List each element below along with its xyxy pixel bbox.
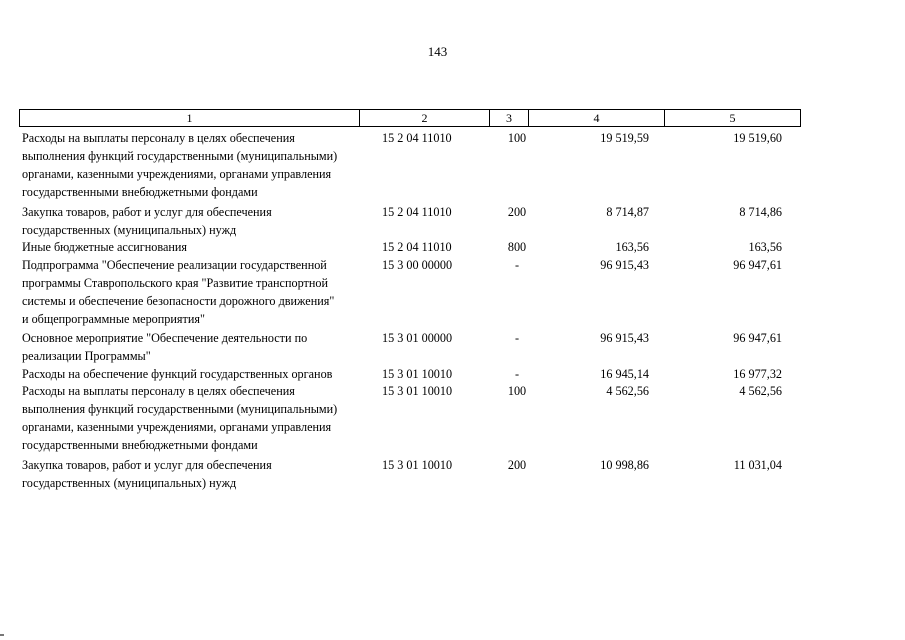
table-row <box>22 256 792 328</box>
table-row <box>22 129 792 201</box>
row-code: 15 2 04 11010 <box>382 204 452 219</box>
row-expense-type: - <box>514 331 520 345</box>
page-number: 143 <box>427 44 448 59</box>
row-expense-type: 100 <box>507 384 527 398</box>
row-code: 15 3 01 10010 <box>382 366 453 381</box>
table-row <box>22 203 792 239</box>
row-expense-type: 200 <box>507 204 527 219</box>
row-value-col4: 8 714,87 <box>606 204 649 219</box>
row-expense-type: - <box>514 366 520 381</box>
header-col-2: 2 <box>360 110 490 127</box>
row-value-col4: 4 562,56 <box>606 384 649 398</box>
table-row <box>22 329 792 365</box>
row-description: Расходы на обеспечение функций государственных органов <box>22 366 333 381</box>
row-code: 15 3 01 10010 <box>382 384 453 398</box>
row-value-col5: 163,56 <box>748 240 782 254</box>
table-row <box>22 456 792 492</box>
row-expense-type: 800 <box>507 240 527 254</box>
row-value-col4: 19 519,59 <box>600 131 649 145</box>
row-value-col4: 10 998,86 <box>600 457 649 472</box>
row-value-col5: 96 947,61 <box>733 257 782 272</box>
row-value-col4: 16 945,14 <box>600 366 649 381</box>
row-description: Закупка товаров, работ и услуг для обеспечения государственных (муниципальных) нужд <box>22 204 272 237</box>
row-description: Расходы на выплаты персоналу в целях обеспечения выполнения функций государственными (муниципальными) органами, казенными учреждениями, органами управления государственными внебюджетными фондами <box>22 131 338 199</box>
row-description: Закупка товаров, работ и услуг для обеспечения государственных (муниципальных) нужд <box>22 457 272 490</box>
row-expense-type: - <box>514 257 520 272</box>
row-description: Иные бюджетные ассигнования <box>22 240 188 254</box>
row-value-col5: 19 519,60 <box>733 131 782 145</box>
row-code: 15 2 04 11010 <box>382 131 452 145</box>
header-col-4: 4 <box>529 110 665 127</box>
row-description: Подпрограмма "Обеспечение реализации государственной программы Ставропольского края "Развитие транспортной системы и обеспечение безопасности дорожного движения" и общепрограммные мероприятия" <box>22 257 335 326</box>
row-description: Основное мероприятие "Обеспечение деятельности по реализации Программы" <box>22 331 308 363</box>
header-col-5: 5 <box>665 110 801 127</box>
row-value-col5: 8 714,86 <box>739 204 782 219</box>
row-value-col4: 96 915,43 <box>600 331 649 345</box>
row-value-col5: 4 562,56 <box>739 384 782 398</box>
table-row <box>22 238 792 256</box>
row-code: 15 3 00 00000 <box>382 257 453 272</box>
row-description: Расходы на выплаты персоналу в целях обеспечения выполнения функций государственными (муниципальными) органами, казенными учреждениями, органами управления государственными внебюджетными фондами <box>22 384 338 452</box>
row-value-col4: 96 915,43 <box>600 257 649 272</box>
row-expense-type: 200 <box>507 457 527 472</box>
row-value-col4: 163,56 <box>615 240 649 254</box>
budget-rows <box>22 129 792 493</box>
row-value-col5: 11 031,04 <box>733 457 782 472</box>
header-col-1: 1 <box>20 110 360 127</box>
header-col-3: 3 <box>490 110 529 127</box>
row-code: 15 2 04 11010 <box>382 240 452 254</box>
table-row <box>22 365 792 383</box>
table-row <box>22 382 792 454</box>
header-row <box>20 110 801 127</box>
column-header-table <box>19 109 801 127</box>
row-code: 15 3 01 00000 <box>382 331 453 345</box>
row-value-col5: 16 977,32 <box>733 366 782 381</box>
row-code: 15 3 01 10010 <box>382 457 453 472</box>
row-value-col5: 96 947,61 <box>733 331 782 345</box>
row-expense-type: 100 <box>507 131 527 145</box>
scan-mark <box>0 634 4 636</box>
